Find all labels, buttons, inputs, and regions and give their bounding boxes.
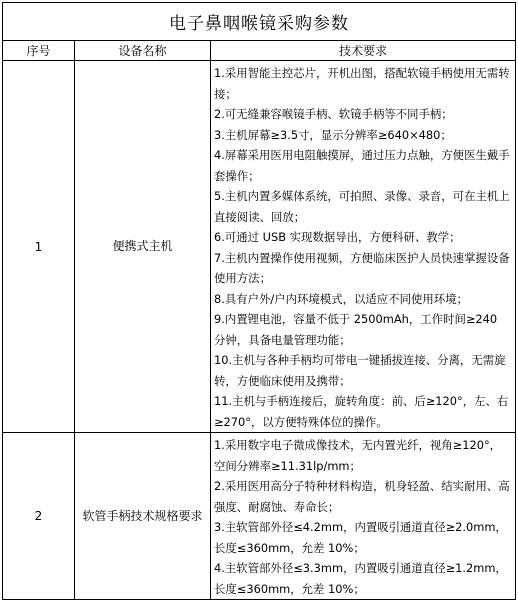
row-serial-no: 2 [3, 433, 75, 600]
requirement-item: 10.主机与各种手柄均可带电一键插拔连接、分离，无需旋转，方便临床使用及携带； [214, 353, 506, 388]
header-serial-no: 序号 [3, 41, 75, 61]
table-row [3, 433, 516, 600]
row-device-name: 便携式主机 [75, 61, 211, 433]
requirement-item: 2.采用医用高分子特种材料构造，机身轻盈、结实耐用、高强度、耐腐蚀、寿命长； [214, 479, 510, 514]
procurement-spec-table [2, 2, 516, 600]
requirement-item: 5.主机内置多媒体系统，可拍照、录像、录音，可在主机上直接阅读、回放； [214, 189, 510, 224]
requirement-item: 4.屏幕采用医用电阻触摸屏，通过压力点触，方便医生戴手套操作； [214, 148, 510, 183]
requirement-item: 1.采用智能主控芯片，开机出图，搭配软镜手柄使用无需转接； [214, 66, 510, 101]
requirement-item: 4.主软管部外径≤3.3mm，内置吸引通道直径≥1.2mm，长度≤360mm，允差 10%； [214, 561, 507, 596]
header-technical-requirements: 技术要求 [211, 41, 516, 61]
requirement-item: 8.具有户外/户内环境模式，以适应不同使用环境； [214, 291, 468, 306]
table-row [3, 61, 516, 433]
requirement-item: 3.主机屏幕≥3.5寸，显示分辨率≥640×480； [214, 127, 452, 142]
requirement-item: 1.采用数字电子微成像技术，无内置光纤，视角≥120°，空间分辨率≥11.31lp/mm； [214, 438, 502, 473]
table-title: 电子鼻咽喉镜采购参数 [3, 3, 516, 41]
requirement-item: 9.内置锂电池，容量不低于 2500mAh，工作时间≥240 分钟，具备电量管理功能； [214, 312, 501, 347]
requirement-item: 6.可通过 USB 实现数据导出，方便科研、教学； [214, 230, 461, 244]
row-device-name: 软管手柄技术规格要求 [75, 433, 211, 600]
header-device-name: 设备名称 [75, 41, 211, 61]
row-requirements [211, 433, 516, 600]
row-serial-no: 1 [3, 61, 75, 433]
table-header-row [3, 41, 516, 61]
requirement-item: 2.可无缝兼容喉镜手柄、软镜手柄等不同手柄； [214, 107, 453, 121]
requirement-item: 3.主软管部外径≤4.2mm，内置吸引通道直径≥2.0mm，长度≤360mm，允差 10%； [214, 520, 507, 555]
row-requirements [211, 61, 516, 433]
requirement-item: 11.主机与手柄连接后，旋转角度：前、后≥120°，左、右≥270°，以方便特殊体位的操作。 [214, 394, 509, 429]
requirement-item: 7.主机内置操作使用视频，方便临床医护人员快速掌握设备使用方法； [214, 250, 510, 285]
